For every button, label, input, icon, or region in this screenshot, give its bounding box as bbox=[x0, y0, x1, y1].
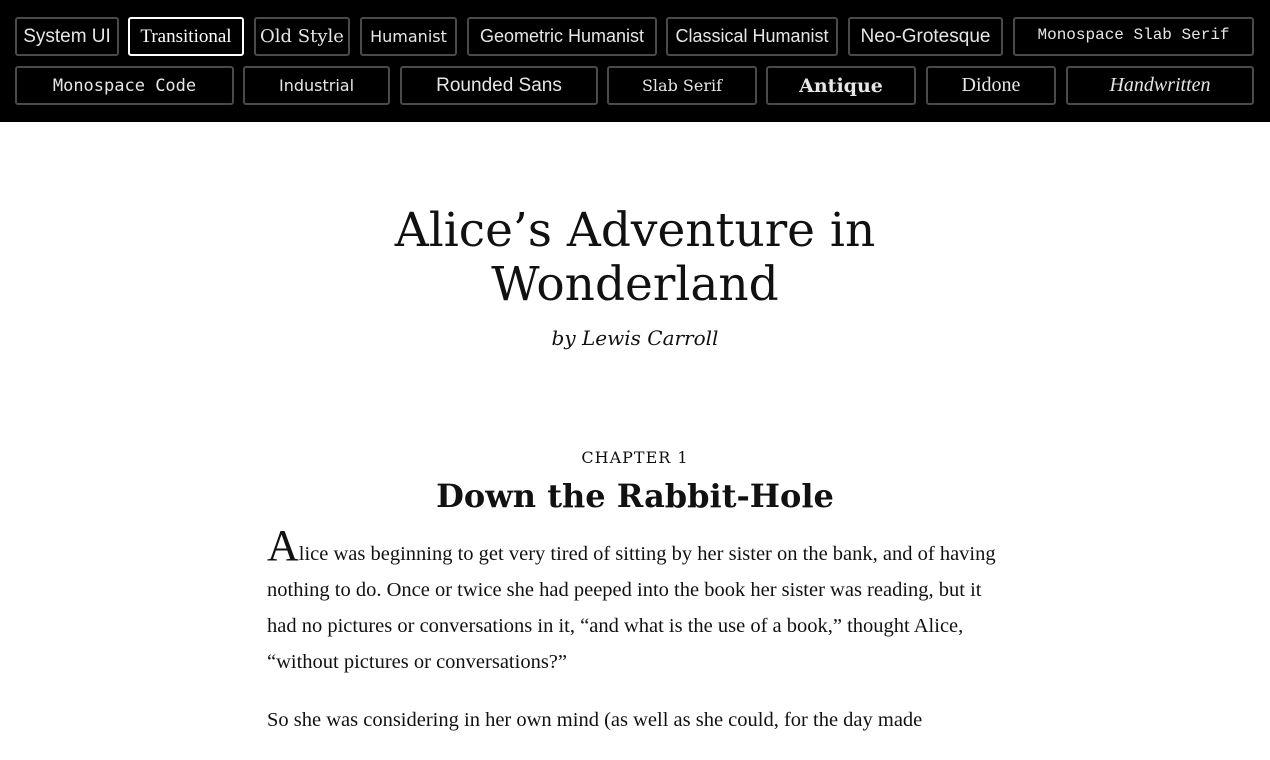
font-style-toolbar bbox=[0, 0, 1270, 122]
paragraph bbox=[267, 521, 1003, 680]
font-button-monospace-code[interactable]: Monospace Code bbox=[15, 66, 234, 105]
font-button-antique[interactable]: Antique bbox=[766, 66, 916, 105]
font-button-geometric-humanist[interactable]: Geometric Humanist bbox=[467, 17, 657, 56]
book-title: Alice’s Adventure in Wonderland bbox=[394, 203, 876, 312]
font-button-industrial[interactable]: Industrial bbox=[243, 66, 390, 105]
reading-page bbox=[0, 122, 1270, 760]
drop-cap: A bbox=[267, 521, 299, 570]
font-button-classical-humanist[interactable]: Classical Humanist bbox=[666, 17, 838, 56]
chapter-title: Down the Rabbit-Hole bbox=[436, 477, 834, 515]
font-button-slab-serif[interactable]: Slab Serif bbox=[607, 66, 757, 105]
font-button-didone[interactable]: Didone bbox=[926, 66, 1056, 105]
book-byline: by Lewis Carroll bbox=[551, 326, 719, 350]
font-button-rounded-sans[interactable]: Rounded Sans bbox=[400, 66, 598, 105]
font-button-transitional[interactable]: Transitional bbox=[128, 17, 244, 56]
font-button-neo-grotesque[interactable]: Neo-Grotesque bbox=[848, 17, 1003, 56]
paragraph: So she was considering in her own mind (as well as she could, for the day made bbox=[267, 709, 923, 731]
font-button-old-style[interactable]: Old Style bbox=[254, 17, 350, 56]
font-button-monospace-slab-serif[interactable]: Monospace Slab Serif bbox=[1013, 17, 1254, 56]
chapter-body bbox=[267, 521, 1003, 760]
chapter-label: CHAPTER 1 bbox=[581, 448, 689, 467]
font-button-system-ui[interactable]: System UI bbox=[15, 17, 119, 56]
paragraph-text: lice was beginning to get very tired of sitting by her sister on the bank, and of having nothing to do. Once or twice she had peeped into the book her sister was reading, but it had no pictures or conversations in it, “and what is the use of a book,” thought Alice, “without pictures or conversations?” bbox=[267, 543, 996, 673]
font-button-handwritten[interactable]: Handwritten bbox=[1066, 66, 1254, 105]
font-button-humanist[interactable]: Humanist bbox=[360, 17, 457, 56]
